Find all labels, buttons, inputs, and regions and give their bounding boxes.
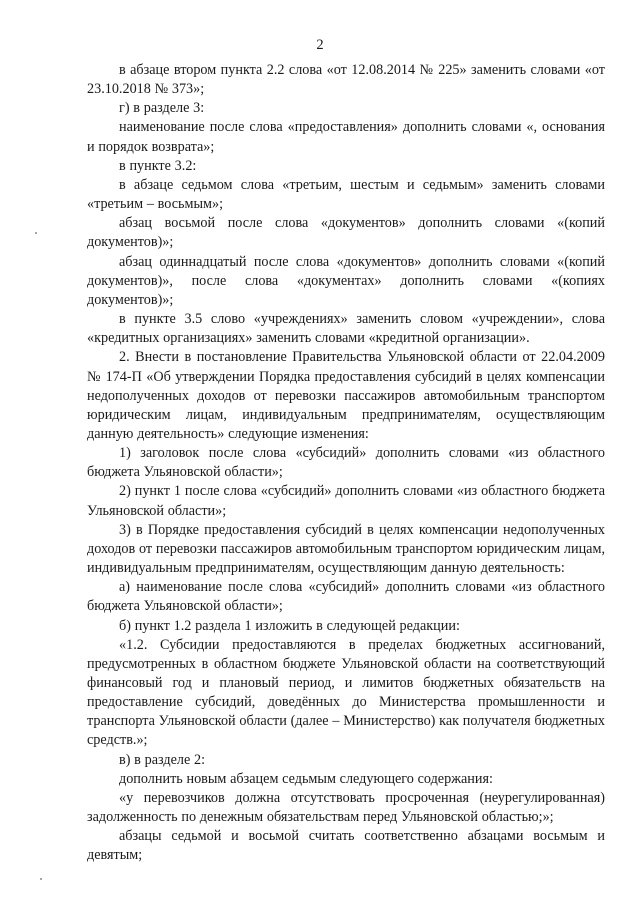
paragraph-17: дополнить новым абзацем седьмым следующего содержания: — [119, 770, 493, 787]
paragraph-2: г) в разделе 3: — [119, 100, 205, 117]
paragraph-3: наименование после слова «предоставления» дополнить словами «, основания и порядок возврата»; — [87, 119, 605, 155]
document-body — [87, 61, 605, 866]
paragraph-14: б) пункт 1.2 раздела 1 изложить в следующей редакции: — [119, 617, 460, 634]
paragraph-15: «1.2. Субсидии предоставляются в пределах бюджетных ассигнований, предусмотренных в областном бюджете Ульяновской области на соответствующий финансовый год и плановый период, и лимитов бюджетных обязательств на предоставление субсидий, доведённых до Министерства промышленности и транспорта Ульяновской области (далее – Министерство) как получателя бюджетных средств.»; — [87, 636, 605, 749]
paragraph-9: 2. Внести в постановление Правительства Ульяновской области от 22.04.2009 № 174-П «Об утверждении Порядка предоставления субсидий в целях компенсации недополученных доходов от перевозки пассажиров автомобильным транспортом юридическим лицам, индивидуальным предпринимателям, осуществляющим данную деятельность» следующие изменения: — [87, 349, 605, 442]
page-number: 2 — [316, 37, 324, 53]
paragraph-1: в абзаце втором пункта 2.2 слова «от 12.08.2014 № 225» заменить словами «от 23.10.2018 № 373»; — [87, 62, 605, 98]
paragraph-16: в) в разделе 2: — [119, 751, 206, 768]
paragraph-12: 3) в Порядке предоставления субсидий в целях компенсации недополученных доходов от перевозки пассажиров автомобильным транспортом юридическим лицам, индивидуальным предпринимателям, осуществляющим данную деятельность: — [87, 521, 605, 577]
paragraph-11: 2) пункт 1 после слова «субсидий» дополнить словами «из областного бюджета Ульяновской области»; — [87, 483, 605, 519]
paragraph-6: абзац восьмой после слова «документов» дополнить словами «(копий документов)»; — [87, 215, 605, 251]
scan-speck — [35, 232, 37, 234]
paragraph-4: в пункте 3.2: — [119, 157, 197, 174]
paragraph-13: а) наименование после слова «субсидий» дополнить словами «из областного бюджета Ульяновской области»; — [87, 579, 605, 615]
paragraph-18: «у перевозчиков должна отсутствовать просроченная (неурегулированная) задолженность по денежным обязательствам перед Ульяновской областью;»; — [87, 789, 605, 826]
paragraph-8: в пункте 3.5 слово «учреждениях» заменить словом «учреждении», слова «кредитных организациях» заменить словами «кредитной организации». — [87, 311, 605, 347]
scan-speck — [40, 878, 42, 880]
paragraph-5: в абзаце седьмом слова «третьим, шестым и седьмым» заменить словами «третьим – восьмым»; — [87, 176, 605, 213]
paragraph-19: абзацы седьмой и восьмой считать соответственно абзацами восьмым и девятым; — [87, 828, 605, 864]
paragraph-10: 1) заголовок после слова «субсидий» дополнить словами «из областного бюджета Ульяновской области»; — [87, 445, 605, 481]
paragraph-7: абзац одиннадцатый после слова «документов» дополнить словами «(копий документов)», после слова «документах» дополнить словами «(копиях документов)»; — [87, 253, 605, 308]
